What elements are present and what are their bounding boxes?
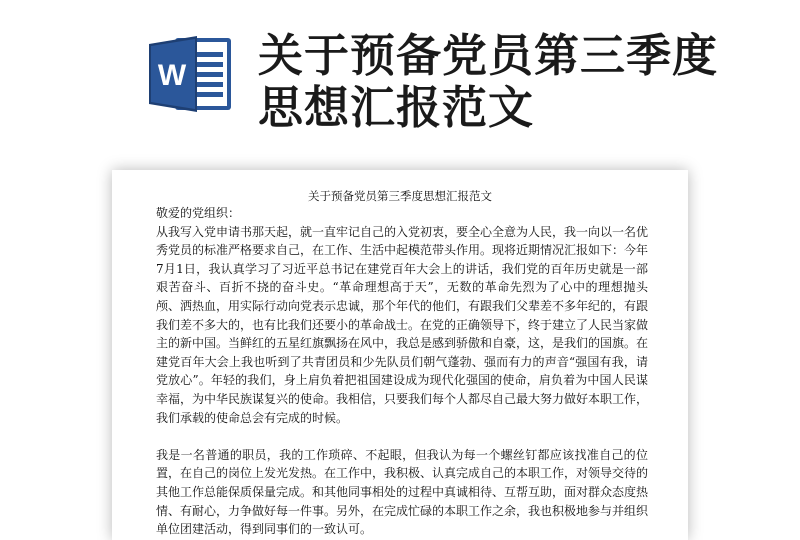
salutation: 敬爱的党组织： (156, 206, 241, 220)
svg-text:W: W (157, 59, 187, 92)
word-document-icon (145, 28, 237, 120)
banner (0, 0, 800, 160)
paragraph: 从我写入党申请书那天起，就一直牢记自己的入党初衷，要全心全意为人民，我一向以一名优秀党员的标准严格要求自己，在工作、生活中起模范带头作用。现将近期情况汇报如下：今年7月1日，我认真学习了习近平总书记在建党百年大会上的讲话，我们党的百年历史就是一部艰苦奋斗、百折不挠的奋斗史。“革命理想高于天”，无数的革命先烈为了心中的理想抛头颅、洒热血，用实际行动向党表示忠诚，那个年代的他们，有跟我们父辈差不多年纪的，有跟我们差不多大的，也有比我们还要小的革命战士。在党的正确领导下，终于建立了人民当家做主的新中国。当鲜红的五星红旗飘扬在风中，我总是感到骄傲和自豪，这，是我们的国旗。在建党百年大会上我也听到了共青团员和少先队员们朝气蓬勃、强而有力的声音“强国有我，请党放心”。年轻的我们，身上肩负着把祖国建设成为现代化强国的使命，肩负着为中国人民谋幸福，为中华民族谋复兴的使命。我相信，只要我们每个人都尽自己最大努力做好本职工作，我们承载的使命总会有完成的时候。 (156, 224, 649, 425)
paragraph: 我是一名普通的职员，我的工作琐碎、不起眼，但我认为每一个螺丝钉都应该找准自己的位置，在自己的岗位上发光发热。在工作中，我积极、认真完成自己的本职工作，对领导交待的其他工作总能保质保量完成。和其他同事相处的过程中真诚相待、互帮互助，面对群众态度热情、有耐心，力争做好每一件事。另外，在完成忙碌的本职工作之余，我也积极地参与并组织单位团建活动，得到同事们的一致认可。 (156, 447, 649, 537)
document-title: 关于预备党员第三季度思想汇报范文 (308, 189, 492, 203)
document-page (112, 170, 688, 540)
document-body (156, 204, 648, 539)
banner-title: 关于预备党员第三季度思想汇报范文 (258, 29, 719, 134)
